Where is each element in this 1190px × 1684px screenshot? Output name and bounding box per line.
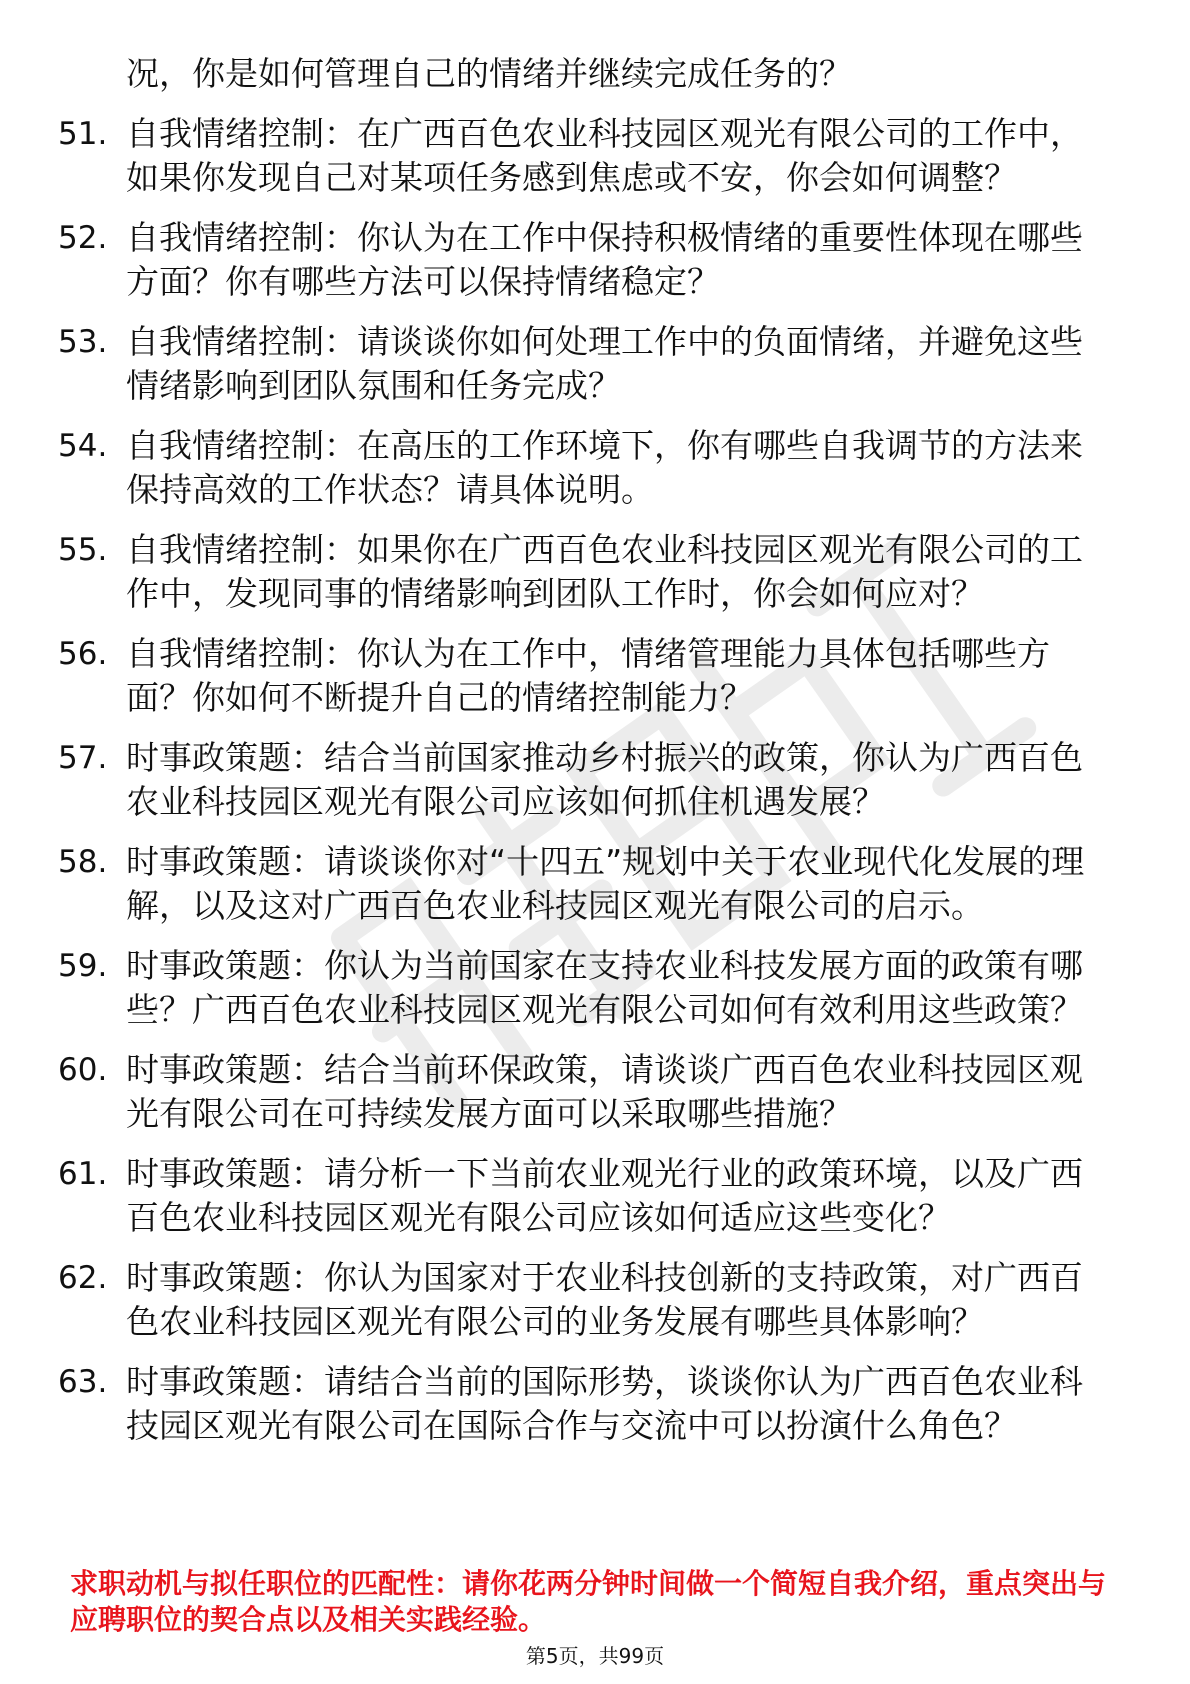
question-number: 51. — [58, 116, 108, 152]
list-item — [58, 632, 1118, 720]
question-number: 54. — [58, 428, 108, 464]
list-item — [58, 216, 1118, 304]
question-number: 52. — [58, 220, 108, 256]
question-text: 时事政策题：请结合当前的国际形势，谈谈你认为广西百色农业科技园区观光有限公司在国际合作与交流中可以扮演什么角色？ — [126, 1362, 1083, 1445]
list-item — [58, 528, 1118, 616]
list-item — [58, 424, 1118, 512]
question-number: 61. — [58, 1156, 108, 1192]
list-item — [58, 944, 1118, 1032]
question-number: 53. — [58, 324, 108, 360]
list-item — [58, 840, 1118, 928]
question-number: 58. — [58, 844, 108, 880]
question-text: 时事政策题：你认为国家对于农业科技创新的支持政策，对广西百色农业科技园区观光有限公司的业务发展有哪些具体影响？ — [126, 1258, 1083, 1341]
question-number: 59. — [58, 948, 108, 984]
list-item — [58, 1048, 1118, 1136]
question-number: 57. — [58, 740, 108, 776]
list-item — [58, 1256, 1118, 1344]
list-item — [58, 1360, 1118, 1448]
question-text: 时事政策题：请分析一下当前农业观光行业的政策环境，以及广西百色农业科技园区观光有限公司应该如何适应这些变化？ — [126, 1154, 1083, 1237]
question-text: 自我情绪控制：如果你在广西百色农业科技园区观光有限公司的工作中，发现同事的情绪影响到团队工作时，你会如何应对？ — [126, 530, 1083, 613]
question-text: 自我情绪控制：请谈谈你如何处理工作中的负面情绪，并避免这些情绪影响到团队氛围和任务完成？ — [126, 322, 1083, 405]
question-text: 时事政策题：请谈谈你对“十四五”规划中关于农业现代化发展的理解，以及这对广西百色农业科技园区观光有限公司的启示。 — [126, 842, 1085, 925]
question-number: 63. — [58, 1364, 108, 1400]
question-text: 时事政策题：结合当前国家推动乡村振兴的政策，你认为广西百色农业科技园区观光有限公司应该如何抓住机遇发展？ — [126, 738, 1083, 821]
question-text: 自我情绪控制：在广西百色农业科技园区观光有限公司的工作中，如果你发现自己对某项任务感到焦虑或不安，你会如何调整？ — [126, 114, 1083, 197]
question-text: 时事政策题：结合当前环保政策，请谈谈广西百色农业科技园区观光有限公司在可持续发展方面可以采取哪些措施？ — [126, 1050, 1083, 1133]
question-text: 时事政策题：你认为当前国家在支持农业科技发展方面的政策有哪些？广西百色农业科技园区观光有限公司如何有效利用这些政策？ — [126, 946, 1083, 1029]
question-number: 60. — [58, 1052, 108, 1088]
question-text: 自我情绪控制：你认为在工作中，情绪管理能力具体包括哪些方面？你如何不断提升自己的情绪控制能力？ — [126, 634, 1050, 717]
list-item — [58, 736, 1118, 824]
question-list — [58, 112, 1118, 1464]
list-item — [58, 1152, 1118, 1240]
question-text: 自我情绪控制：在高压的工作环境下，你有哪些自我调节的方法来保持高效的工作状态？请具体说明。 — [126, 426, 1083, 509]
list-item — [58, 112, 1118, 200]
question-text: 自我情绪控制：你认为在工作中保持积极情绪的重要性体现在哪些方面？你有哪些方法可以保持情绪稳定？ — [126, 218, 1083, 301]
question-number: 55. — [58, 532, 108, 568]
question-number: 62. — [58, 1260, 108, 1296]
highlight-question: 求职动机与拟任职位的匹配性：请你花两分钟时间做一个简短自我介绍，重点突出与应聘职位的契合点以及相关实践经验。 — [70, 1567, 1107, 1636]
continuation-text: 况，你是如何管理自己的情绪并继续完成任务的？ — [126, 54, 852, 93]
list-item — [58, 320, 1118, 408]
page-number: 第5页，共99页 — [525, 1644, 665, 1668]
question-number: 56. — [58, 636, 108, 672]
